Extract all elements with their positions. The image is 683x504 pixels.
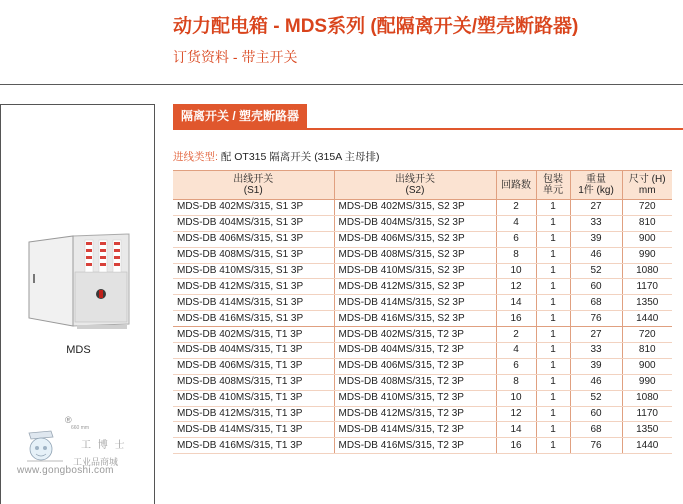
cell-s2-model: MDS-DB 408MS/315, S2 3P	[334, 247, 496, 263]
cell-package-unit: 1	[536, 263, 570, 279]
cell-s2-model: MDS-DB 416MS/315, S2 3P	[334, 311, 496, 327]
cell-s2-model: MDS-DB 402MS/315, S2 3P	[334, 200, 496, 216]
cell-circuits: 12	[496, 406, 536, 422]
page-subtitle: 订货资料 - 带主开关	[173, 49, 298, 65]
cell-weight: 60	[570, 406, 622, 422]
cell-size-h: 810	[622, 343, 672, 359]
cell-s2-model: MDS-DB 404MS/315, S2 3P	[334, 215, 496, 231]
page-title: 动力配电箱 - MDS系列 (配隔离开关/塑壳断路器)	[173, 16, 579, 37]
cell-s1-model: MDS-DB 406MS/315, S1 3P	[173, 231, 334, 247]
cell-s1-model: MDS-DB 414MS/315, T1 3P	[173, 422, 334, 438]
cell-size-h: 720	[622, 200, 672, 216]
header-circuits: 回路数	[496, 171, 536, 200]
cell-weight: 68	[570, 295, 622, 311]
cell-s1-model: MDS-DB 412MS/315, T1 3P	[173, 406, 334, 422]
table-row	[173, 374, 672, 390]
cell-weight: 33	[570, 215, 622, 231]
header-s2: 出线开关 (S2)	[334, 171, 496, 200]
cell-size-h: 1170	[622, 279, 672, 295]
cell-size-h: 1080	[622, 263, 672, 279]
cell-size-h: 1170	[622, 406, 672, 422]
cell-circuits: 4	[496, 343, 536, 359]
cell-weight: 39	[570, 358, 622, 374]
cell-s2-model: MDS-DB 410MS/315, S2 3P	[334, 263, 496, 279]
section-underline	[173, 128, 683, 130]
cell-weight: 27	[570, 327, 622, 343]
table-row	[173, 327, 672, 343]
header-divider	[0, 84, 683, 85]
cell-circuits: 2	[496, 200, 536, 216]
cell-s1-model: MDS-DB 410MS/315, T1 3P	[173, 390, 334, 406]
cell-package-unit: 1	[536, 374, 570, 390]
watermark-mall: 工业品商城	[73, 457, 119, 467]
watermark-url: www.gongboshi.com	[17, 465, 114, 476]
table-row	[173, 422, 672, 438]
cell-circuits: 12	[496, 279, 536, 295]
cell-s2-model: MDS-DB 410MS/315, T2 3P	[334, 390, 496, 406]
dimension-label: 660 mm	[71, 425, 90, 431]
cell-package-unit: 1	[536, 358, 570, 374]
table-row	[173, 231, 672, 247]
cell-s2-model: MDS-DB 414MS/315, T2 3P	[334, 422, 496, 438]
cell-size-h: 810	[622, 215, 672, 231]
cell-size-h: 900	[622, 358, 672, 374]
cell-circuits: 2	[496, 327, 536, 343]
inlet-type-value: 配 OT315 隔离开关 (315A 主母排)	[217, 151, 380, 163]
cell-weight: 76	[570, 438, 622, 454]
cell-s2-model: MDS-DB 406MS/315, T2 3P	[334, 358, 496, 374]
cell-s2-model: MDS-DB 408MS/315, T2 3P	[334, 374, 496, 390]
cell-package-unit: 1	[536, 247, 570, 263]
cell-package-unit: 1	[536, 279, 570, 295]
cell-package-unit: 1	[536, 406, 570, 422]
cell-size-h: 990	[622, 374, 672, 390]
cell-weight: 60	[570, 279, 622, 295]
cell-size-h: 1350	[622, 295, 672, 311]
table-row	[173, 200, 672, 216]
cell-package-unit: 1	[536, 200, 570, 216]
cell-s1-model: MDS-DB 404MS/315, S1 3P	[173, 215, 334, 231]
cell-package-unit: 1	[536, 438, 570, 454]
cell-package-unit: 1	[536, 231, 570, 247]
cell-package-unit: 1	[536, 390, 570, 406]
cell-size-h: 1440	[622, 438, 672, 454]
header-package: 包装 单元	[536, 171, 570, 200]
cell-s1-model: MDS-DB 408MS/315, S1 3P	[173, 247, 334, 263]
watermark	[11, 415, 151, 501]
cell-weight: 39	[570, 231, 622, 247]
inlet-type-label: 进线类型:	[173, 151, 218, 163]
cell-circuits: 8	[496, 247, 536, 263]
table-row	[173, 343, 672, 359]
cell-circuits: 14	[496, 422, 536, 438]
cell-s2-model: MDS-DB 412MS/315, S2 3P	[334, 279, 496, 295]
cell-s1-model: MDS-DB 408MS/315, T1 3P	[173, 374, 334, 390]
cell-circuits: 8	[496, 374, 536, 390]
cell-size-h: 990	[622, 247, 672, 263]
product-label: MDS	[66, 344, 91, 356]
table-row	[173, 406, 672, 422]
product-panel	[0, 104, 155, 504]
table-row	[173, 438, 672, 454]
cell-s1-model: MDS-DB 404MS/315, T1 3P	[173, 343, 334, 359]
cell-circuits: 10	[496, 263, 536, 279]
cell-s1-model: MDS-DB 412MS/315, S1 3P	[173, 279, 334, 295]
cell-circuits: 6	[496, 231, 536, 247]
table-row	[173, 295, 672, 311]
cell-size-h: 900	[622, 231, 672, 247]
cell-package-unit: 1	[536, 295, 570, 311]
table-header-row	[173, 171, 672, 200]
cell-package-unit: 1	[536, 215, 570, 231]
cell-size-h: 720	[622, 327, 672, 343]
header-size: 尺寸 (H) mm	[622, 171, 672, 200]
cell-s1-model: MDS-DB 406MS/315, T1 3P	[173, 358, 334, 374]
cell-circuits: 16	[496, 438, 536, 454]
inlet-type	[173, 149, 380, 164]
cell-weight: 27	[570, 200, 622, 216]
cell-s1-model: MDS-DB 414MS/315, S1 3P	[173, 295, 334, 311]
cell-package-unit: 1	[536, 422, 570, 438]
cell-circuits: 16	[496, 311, 536, 327]
cell-s1-model: MDS-DB 416MS/315, T1 3P	[173, 438, 334, 454]
cell-circuits: 10	[496, 390, 536, 406]
mascot-icon	[23, 429, 67, 467]
cell-weight: 52	[570, 263, 622, 279]
cell-s1-model: MDS-DB 410MS/315, S1 3P	[173, 263, 334, 279]
table-row	[173, 215, 672, 231]
cell-s2-model: MDS-DB 414MS/315, S2 3P	[334, 295, 496, 311]
cell-weight: 68	[570, 422, 622, 438]
cell-size-h: 1350	[622, 422, 672, 438]
distribution-cabinet-image	[25, 232, 135, 332]
table-row	[173, 279, 672, 295]
cell-s2-model: MDS-DB 404MS/315, T2 3P	[334, 343, 496, 359]
table-row	[173, 311, 672, 327]
cell-s2-model: MDS-DB 402MS/315, T2 3P	[334, 327, 496, 343]
cell-size-h: 1080	[622, 390, 672, 406]
table-body	[173, 200, 672, 454]
cell-s1-model: MDS-DB 416MS/315, S1 3P	[173, 311, 334, 327]
cell-weight: 76	[570, 311, 622, 327]
order-table	[173, 170, 672, 454]
cell-circuits: 4	[496, 215, 536, 231]
cell-package-unit: 1	[536, 311, 570, 327]
table-row	[173, 247, 672, 263]
cell-package-unit: 1	[536, 343, 570, 359]
table-row	[173, 358, 672, 374]
section-banner: 隔离开关 / 塑壳断路器	[173, 104, 307, 129]
cell-circuits: 14	[496, 295, 536, 311]
cell-weight: 52	[570, 390, 622, 406]
cell-s1-model: MDS-DB 402MS/315, S1 3P	[173, 200, 334, 216]
cell-size-h: 1440	[622, 311, 672, 327]
cell-s1-model: MDS-DB 402MS/315, T1 3P	[173, 327, 334, 343]
cell-weight: 46	[570, 247, 622, 263]
cell-s2-model: MDS-DB 412MS/315, T2 3P	[334, 406, 496, 422]
cell-circuits: 6	[496, 358, 536, 374]
cell-s2-model: MDS-DB 416MS/315, T2 3P	[334, 438, 496, 454]
registered-mark: ®	[65, 415, 72, 425]
cell-weight: 33	[570, 343, 622, 359]
cell-s2-model: MDS-DB 406MS/315, S2 3P	[334, 231, 496, 247]
table-row	[173, 263, 672, 279]
header-weight: 重量 1件 (kg)	[570, 171, 622, 200]
header-s1: 出线开关 (S1)	[173, 171, 334, 200]
cell-package-unit: 1	[536, 327, 570, 343]
table-row	[173, 390, 672, 406]
watermark-brand: 工 博 士	[81, 440, 127, 451]
cell-weight: 46	[570, 374, 622, 390]
